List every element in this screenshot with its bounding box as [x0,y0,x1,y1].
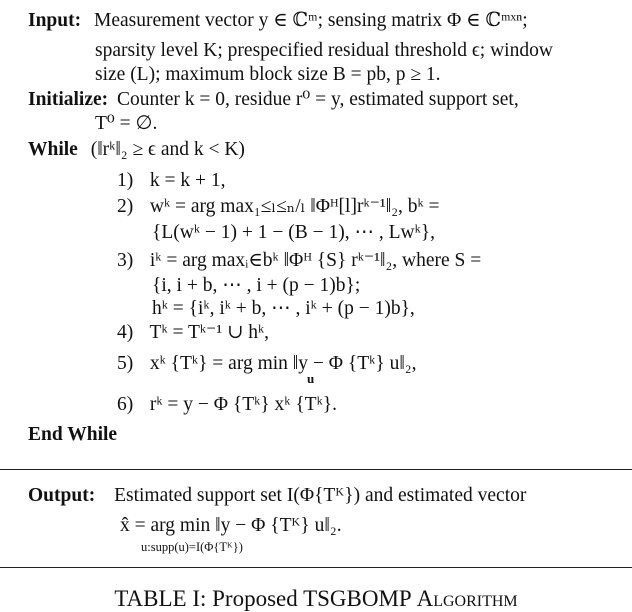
table-caption [0,586,632,612]
output-label: Output: [28,485,96,506]
step-1 [117,170,226,192]
section-divider [0,469,632,470]
output-row-1 [28,485,526,507]
step-text: xᵏ {Tᵏ} = arg min ‖y − Φ {Tᵏ} u‖₂, [149,353,417,374]
output-argmin-subscript: u:supp(u)=I(Φ{Tᴷ}) [141,540,243,554]
end-while-label: End While [28,424,118,445]
input-label: Input: [28,10,82,31]
while-label: While [28,139,78,160]
step-4 [117,322,269,344]
step-number: 4) [117,322,134,343]
step-number: 3) [117,250,134,271]
step-3-cont-2: hᵏ = {iᵏ, iᵏ + b, ⋯ , iᵏ + (p − 1)b}, [152,298,415,319]
step-text: rᵏ = y − Φ {Tᵏ} xᵏ {Tᵏ}. [149,394,337,415]
caption-suffix: Algorithm [416,586,518,611]
input-line-2: sparsity level K; prespecified residual threshold ϵ; window [95,40,553,61]
step-text: k = k + 1, [149,170,226,191]
step-text: iᵏ = arg maxᵢ∈bᵏ ‖Φᴴ {S} rᵏ⁻¹‖₂, where S = [149,250,482,271]
while-row [28,139,245,161]
output-line-1: Estimated support set I(Φ{Tᴷ}) and estimated vector [114,485,527,506]
step-number: 1) [117,170,134,191]
step-text: wᵏ = arg max₁≤ₗ≤ₙ/ₗ ‖Φᴴ[l]rᵏ⁻¹‖₂, bᵏ = [149,196,440,217]
while-condition: (‖rᵏ‖₂ ≥ ϵ and k < K) [90,139,245,160]
step-3-cont-1: {i, i + b, ⋯ , i + (p − 1)b}; [152,275,361,296]
step-number: 5) [117,353,134,374]
step-number: 6) [117,394,134,415]
input-line-1: Measurement vector y ∈ ℂᵐ; sensing matrix Φ ∈ ℂᵐˣⁿ; [94,10,528,31]
input-row-1 [28,10,528,32]
step-2-cont: {L(wᵏ − 1) + 1 − (B − 1), ⋯ , Lwᵏ}, [152,222,435,243]
initialize-row-1 [28,89,519,111]
step-number: 2) [117,196,134,217]
table-bottom-rule [0,567,632,568]
initialize-label: Initialize: [28,89,109,110]
initialize-line-2: T⁰ = ∅. [95,113,158,134]
input-line-3: size (L); maximum block size B = pb, p ≥ 1. [95,64,441,85]
initialize-line-1: Counter k = 0, residue r⁰ = y, estimated support set, [117,89,519,110]
step-text: Tᵏ = Tᵏ⁻¹ ∪ hᵏ, [149,322,270,343]
caption-prefix: TABLE I: Proposed TSGBOMP [114,586,417,611]
step-3 [117,250,481,272]
step-6 [117,394,337,416]
output-line-2: x̂ = arg min ‖y − Φ {Tᴷ} u‖₂. [120,515,342,536]
step-5-argmin-subscript: u [307,371,315,386]
step-2 [117,196,440,218]
step-5 [117,353,416,375]
